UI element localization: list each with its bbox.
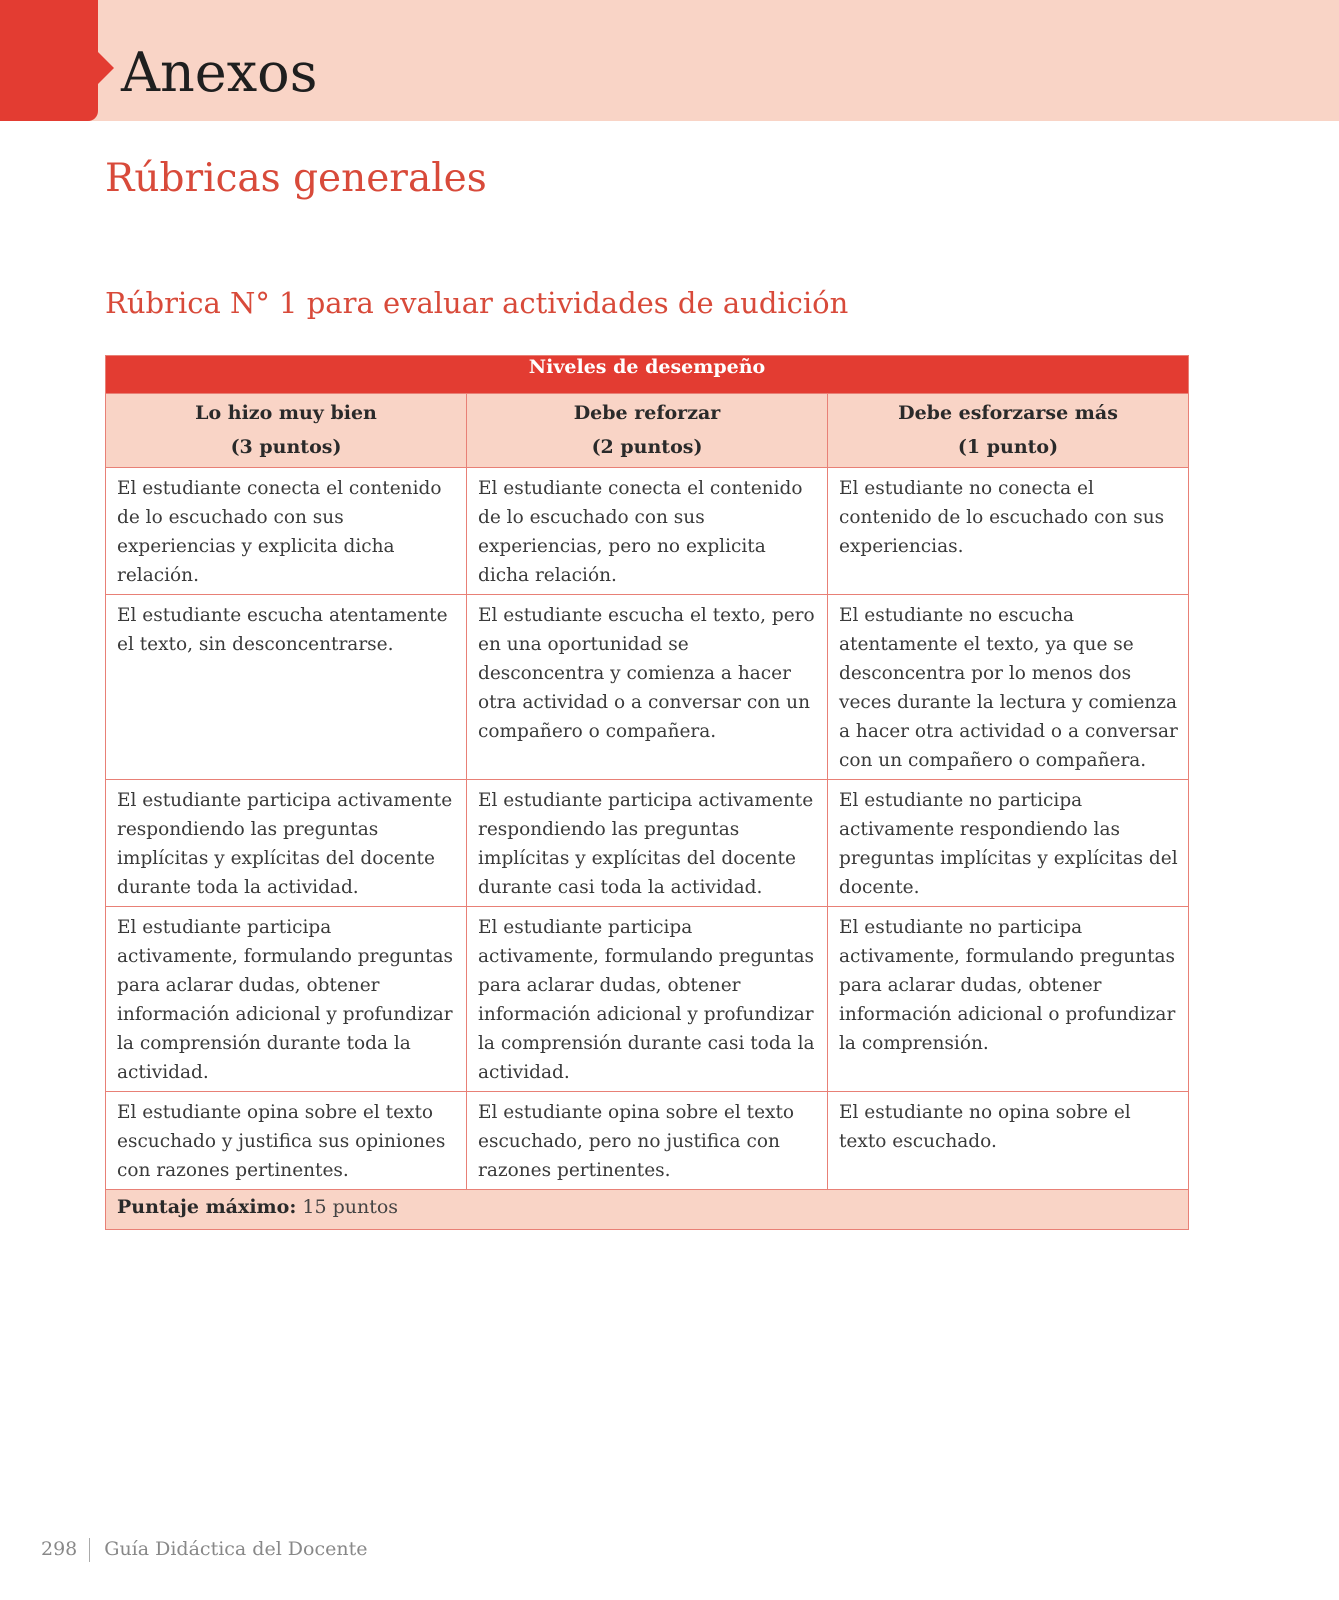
column-header <box>106 394 467 468</box>
table-cell: El estudiante escucha atentamente el texto, sin desconcentrarse. <box>106 595 467 780</box>
table-cell: El estudiante conecta el contenido de lo escuchado con sus experiencias y explicita dicha relación. <box>106 468 467 595</box>
page-title: Anexos <box>121 41 318 104</box>
column-header-row <box>106 394 1189 468</box>
levels-header-row <box>106 356 1189 394</box>
table-cell: El estudiante opina sobre el texto escuchado, pero no justifica con razones pertinentes. <box>467 1092 828 1190</box>
max-score-value: 15 puntos <box>296 1196 399 1218</box>
table-cell: El estudiante participa activamente, formulando preguntas para aclarar dudas, obtener información adicional y profundizar la comprensión durante casi toda la actividad. <box>467 907 828 1092</box>
score-footer-row <box>106 1190 1189 1230</box>
table-cell: El estudiante no escucha atentamente el texto, ya que se desconcentra por lo menos dos veces durante la lectura y comienza a hacer otra actividad o a conversar con un compañero o compañera. <box>828 595 1189 780</box>
table-cell: El estudiante no participa activamente respondiendo las preguntas implícitas y explícitas del docente. <box>828 780 1189 907</box>
table-row <box>106 907 1189 1092</box>
book-title: Guía Didáctica del Docente <box>104 1538 368 1560</box>
column-name: Debe reforzar <box>573 402 721 424</box>
table-cell: El estudiante conecta el contenido de lo escuchado con sus experiencias, pero no explicita dicha relación. <box>467 468 828 595</box>
table-cell: El estudiante opina sobre el texto escuchado y justifica sus opiniones con razones pertinentes. <box>106 1092 467 1190</box>
page-number: 298 <box>41 1538 78 1560</box>
table-row <box>106 780 1189 907</box>
max-score-label: Puntaje máximo: <box>117 1196 297 1218</box>
max-score <box>106 1190 1189 1230</box>
column-header <box>467 394 828 468</box>
column-points: (2 puntos) <box>591 436 703 458</box>
page-footer <box>41 1538 367 1562</box>
table-row <box>106 468 1189 595</box>
table-cell: El estudiante escucha el texto, pero en una oportunidad se desconcentra y comienza a hacer otra actividad o a conversar con un compañero o compañera. <box>467 595 828 780</box>
table-row <box>106 1092 1189 1190</box>
table-cell: El estudiante no conecta el contenido de lo escuchado con sus experiencias. <box>828 468 1189 595</box>
column-name: Lo hizo muy bien <box>195 402 377 424</box>
column-points: (3 puntos) <box>230 436 342 458</box>
header-arrow-icon <box>98 52 114 84</box>
footer-divider <box>89 1538 90 1562</box>
table-cell: El estudiante no participa activamente, formulando preguntas para aclarar dudas, obtener información adicional o profundizar la comprensión. <box>828 907 1189 1092</box>
column-points: (1 punto) <box>957 436 1059 458</box>
rubric-title: Rúbrica N° 1 para evaluar actividades de audición <box>105 286 849 320</box>
header-tab <box>0 0 98 121</box>
column-name: Debe esforzarse más <box>898 402 1118 424</box>
rubric-table <box>105 355 1189 1230</box>
table-cell: El estudiante participa activamente respondiendo las preguntas implícitas y explícitas del docente durante casi toda la actividad. <box>467 780 828 907</box>
section-title: Rúbricas generales <box>105 156 487 201</box>
table-cell: El estudiante no opina sobre el texto escuchado. <box>828 1092 1189 1190</box>
column-header <box>828 394 1189 468</box>
levels-header: Niveles de desempeño <box>106 356 1189 394</box>
table-cell: El estudiante participa activamente respondiendo las preguntas implícitas y explícitas del docente durante toda la actividad. <box>106 780 467 907</box>
table-cell: El estudiante participa activamente, formulando preguntas para aclarar dudas, obtener información adicional y profundizar la comprensión durante toda la actividad. <box>106 907 467 1092</box>
table-row <box>106 595 1189 780</box>
